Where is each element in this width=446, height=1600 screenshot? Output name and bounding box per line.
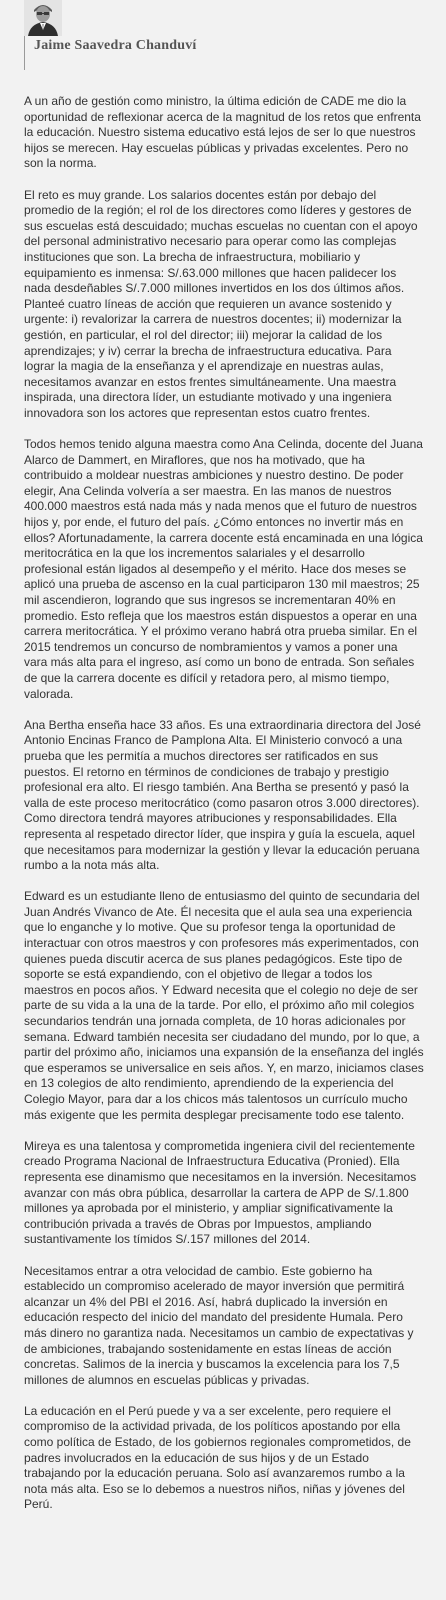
author-name: Jaime Saavedra Chanduví bbox=[34, 38, 197, 53]
article-body bbox=[24, 94, 424, 1529]
article-paragraph: Mireya es una talentosa y comprometida ingeniera civil del recientemente creado Programa Nacional de Infraestructura Educativa (Pronied). Ella representa ese dinamismo que necesitamos en la inversión. Necesitamos avanzar con más obra pública, desarrollar la cartera de APP de S/.1.800 millones ya aprobada por el ministerio, y ampliar significativamente la contribución privada a través de Obras por Impuestos, ampliando sustantivamente los tímidos S/.157 millones del 2014. bbox=[24, 1138, 417, 1247]
article-paragraph: Edward es un estudiante lleno de entusiasmo del quinto de secundaria del Juan Andrés Vivanco de Ate. Él necesita que el aula sea una experiencia que lo enganche y lo motive. Que su profesor tenga la oportunidad de interactuar con otros maestros y con profesores más experimentados, con quienes pueda discutir acerca de sus planes pedagógicos. Este tipo de soporte se está expandiendo, con el objetivo de llegar a todos los maestros en pocos años. Y Edward necesita que el colegio no deje de ser parte de su vida a la una de la tarde. Por ello, el próximo año mil colegios secundarios tendrán una jornada completa, de 10 horas adicionales por semana. Edward también necesita ser ciudadano del mundo, por lo que, a partir del próximo año, iniciamos una expansión de la enseñanza del inglés que esperamos se universalice en seis años. Y, en marzo, iniciamos clases en 13 colegios de alto rendimiento, aprendiendo de la experiencia del Colegio Mayor, para dar a los chicos más talentosos un currículo mucho más exigente que les permita desplegar precisamente todo ese talento. bbox=[24, 889, 424, 1122]
article-paragraph: Necesitamos entrar a otra velocidad de cambio. Este gobierno ha establecido un compromiso acelerado de mayor inversión que permitirá alcanzar un 4% del PBI el 2016. Así, habrá duplicado la inversión en educación respecto del inicio del mandato del presidente Humala. Pero más dinero no garantiza nada. Necesitamos un cambio de expectativas y de ambiciones, trabajando sostenidamente en estas líneas de acción concretas. Salimos de la inercia y buscamos la excelencia para los 7,5 millones de alumnos en escuelas públicas y privadas. bbox=[24, 1263, 414, 1387]
article-paragraph: Ana Bertha enseña hace 33 años. Es una extraordinaria directora del José Antonio Encinas Franco de Pamplona Alta. El Ministerio convocó a una prueba que les permitía a muchos directores ser ratificados en sus puestos. El retorno en términos de condiciones de trabajo y prestigio profesional era alto. El riesgo también. Ana Bertha se presentó y pasó la valla de este proceso meritocrático (como pasaron otros 3.000 directores). Como directora tendrá mayores atribuciones y responsabilidades. Ella representa al respetado director líder, que inspira y guía la escuela, aquel que necesitamos para modernizar la gestión y llevar la educación peruana rumbo a la nota más alta. bbox=[24, 717, 421, 873]
author-header bbox=[0, 0, 446, 80]
article-paragraph: El reto es muy grande. Los salarios docentes están por debajo del promedio de la región; el rol de los directores como líderes y gestores de sus escuelas está descuidado; muchas escuelas no cuentan con el apoyo del personal administrativo necesario para operar como las complejas instituciones que son. La brecha de infraestructura, mobiliario y equipamiento es inmensa: S/.63.000 millones que hacen palidecer los nada desdeñables S/.7.000 millones invertidos en los dos últimos años. Planteé cuatro líneas de acción que requieren un avance sostenido y urgente: i) revalorizar la carrera de nuestros docentes; ii) modernizar la gestión, en particular, el rol del director; iii) mejorar la calidad de los aprendizajes; y iv) cerrar la brecha de infraestructura educativa. Para lograr la magia de la enseñanza y el aprendizaje en nuestras aulas, necesitamos avanzar en estos frentes simultáneamente. Una maestra inspirada, una directora líder, un estudiante motivado y una ingeniera innovadora son los actores que representan estos cuatro frentes. bbox=[24, 187, 418, 420]
article-paragraph: La educación en el Perú puede y va a ser excelente, pero requiere el compromiso de la actividad privada, de los políticos apostando por ella como política de Estado, de los gobiernos regionales comprometidos, de padres involucrados en la educación de sus hijos y de un Estado trabajando por la educación peruana. Solo así avanzaremos rumbo a la nota más alta. Eso se lo debemos a nuestros niños, niñas y jóvenes del Perú. bbox=[24, 1403, 411, 1512]
author-portrait-icon bbox=[24, 0, 62, 36]
article-paragraph: A un año de gestión como ministro, la última edición de CADE me dio la oportunidad de reflexionar acerca de la magnitud de los retos que enfrenta la educación. Nuestro sistema educativo está lejos de ser lo que nuestros hijos se merecen. Hay escuelas públicas y privadas excelentes. Pero no son la norma. bbox=[24, 94, 421, 171]
author-avatar bbox=[24, 0, 62, 36]
article-paragraph: Todos hemos tenido alguna maestra como Ana Celinda, docente del Juana Alarco de Dammert, en Miraflores, que nos ha motivado, que ha contribuido a moldear nuestras ambiciones y nuestro destino. De poder elegir, Ana Celinda volvería a ser maestra. En las manos de nuestros 400.000 maestros está nada más y nada menos que el futuro de nuestros hijos y, por ende, el futuro del país. ¿Cómo entonces no invertir más en ellos? Afortunadamente, la carrera docente está encaminada en una lógica meritocrática en la que los incrementos salariales y el desarrollo profesional están ligados al desempeño y el mérito. Hace dos meses se aplicó una prueba de ascenso en la cual participaron 130 mil maestros; 25 mil ascendieron, logrando que sus ingresos se incrementaran 40% en promedio. Esto refleja que los maestros están dispuestos a operar en una carrera meritocrática. Y el próximo verano habrá otra prueba similar. En el 2015 tendremos un concurso de nombramientos y vamos a poner una vara más alta para el ingreso, así como un bono de entrada. Son señales de que la carrera docente es difícil y retadora pero, al mismo tiempo, valorada. bbox=[24, 437, 423, 701]
author-divider bbox=[24, 36, 25, 70]
